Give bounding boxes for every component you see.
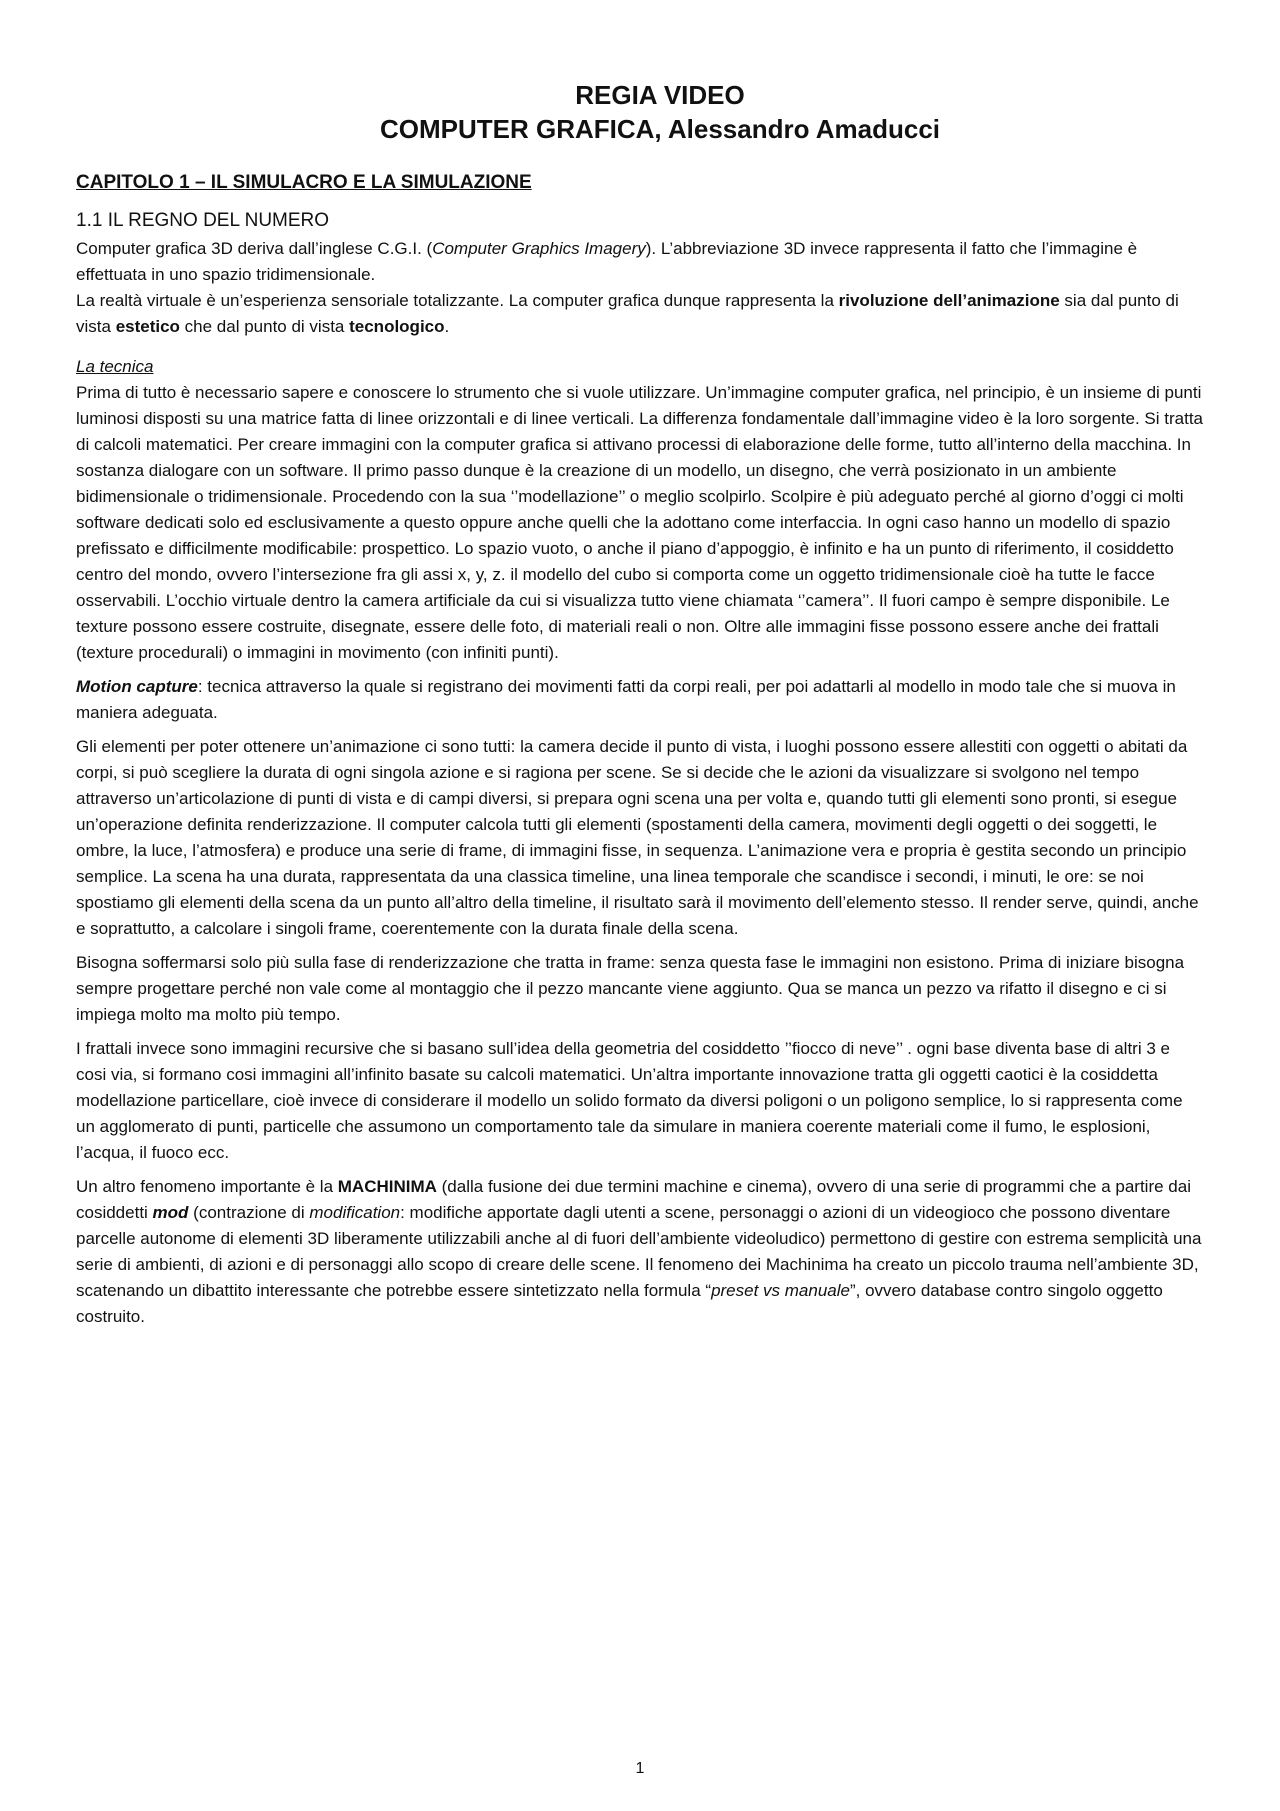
machinima-paragraph [76, 1174, 1204, 1330]
text-span: ”, ovvero database contro singolo oggetto costruito. [76, 1281, 1163, 1326]
bold-italic-term: mod [152, 1203, 189, 1222]
title-line-2: COMPUTER GRAFICA, Alessandro Amaducci [379, 114, 941, 144]
italic-term: modification [309, 1203, 401, 1222]
bold-term: MACHINIMA [337, 1177, 437, 1196]
bold-term: rivoluzione dell’animazione [838, 291, 1060, 310]
tecnica-paragraph: Prima di tutto è necessario sapere e conoscere lo strumento che si vuole utilizzare. Un’immagine computer grafica, nel principio, è un insieme di punti luminosi disposti su una matrice fatta di linee orizzontali e di linee verticali. La differenza fondamentale dall’immagine video è la loro sorgente. Si tratta di calcoli matematici. Per creare immagini con la computer grafica si attivano processi di elaborazione delle forme, tutto all’interno della macchina. In sostanza dialogare con un software. Il primo passo dunque è la creazione di un modello, un disegno, che verrà posizionato in un ambiente bidimensionale o tridimensionale. Procedendo con la sua ‘’modellazione’’ o meglio scolpirlo. Scolpire è più adeguato perché al giorno d’oggi ci molti software dedicati solo ed esclusivamente a questo oppure anche quelli che la adottano come interfaccia. In ogni caso hanno un modello di spazio prefissato e difficilmente modificabile: prospettico. Lo spazio vuoto, o anche il piano d’appoggio, è infinito e ha un punto di riferimento, il cosiddetto centro del mondo, ovvero l’intersezione fra gli assi x, y, z. il modello del cubo si comporta come un oggetto tridimensionale cioè ha tutte le facce osservabili. L’occhio virtuale dentro la camera artificiale da cui si visualizza tutto viene chiamata ‘’camera’’. Il fuori campo è sempre disponibile. Le texture possono essere costruite, disegnate, essere delle foto, di materiali reali o non. Oltre alle immagini fisse possono essere anche dei frattali (texture procedurali) o immagini in movimento (con infiniti punti). [76, 383, 1204, 662]
bold-italic-term: Motion capture [76, 677, 198, 696]
text-span: Computer grafica 3D deriva dall’inglese C.G.I. ( [76, 239, 433, 258]
motion-capture-paragraph [76, 674, 1204, 726]
document-title [76, 78, 1204, 146]
section-heading: 1.1 IL REGNO DEL NUMERO [76, 210, 330, 231]
frattali-paragraph: I frattali invece sono immagini recursive che si basano sull’idea della geometria del cosiddetto ’’fiocco di neve’’ . ogni base diventa base di altri 3 e cosi via, si formano cosi immagini all’infinito basate su calcoli matematici. Un’altra importante innovazione tratta gli oggetti caotici è la cosiddetta modellazione particellare, cioè invece di considerare il modello un solido formato da diversi poligoni o un poligono semplice, lo si rappresenta come un agglomerato di punti, particelle che assumono un comportamento tale da simulare in maniera coerente materiali come il fumo, le esplosioni, l’acqua, il fuoco ecc. [76, 1039, 1183, 1162]
chapter-heading: CAPITOLO 1 – IL SIMULACRO E LA SIMULAZIONE [76, 172, 532, 193]
document-page [76, 78, 1204, 1330]
text-span: (dalla fusione dei due termini machine e cinema), ovvero di una serie di programmi che a partire dai cosiddetti [76, 1177, 1191, 1222]
bold-term: tecnologico [349, 317, 445, 336]
italic-term: Computer Graphics Imagery [432, 239, 646, 258]
text-span: : modifiche apportate dagli utenti a scene, personaggi o azioni di un videogioco che possono diventare parcelle autonome di elementi 3D liberamente utilizzabili anche al di fuori dell’ambiente videoludico) permettono di gestire con estrema semplicità una serie di ambienti, di azioni e di personaggi allo scopo di creare delle scene. Il fenomeno dei Machinima ha creato un piccolo trauma nell’ambiente 3D, scatenando un dibattito interessante che potrebbe essere sintetizzato nella formula “ [76, 1203, 1202, 1300]
italic-term: preset vs manuale [711, 1281, 850, 1300]
text-span: Un altro fenomeno importante è la [76, 1177, 338, 1196]
text-span: sia dal punto di vista [76, 291, 1179, 336]
text-span: . [444, 317, 450, 336]
title-line-1: REGIA VIDEO [575, 80, 745, 110]
page-number: 1 [635, 1760, 645, 1777]
text-span: che dal punto di vista [179, 317, 350, 336]
text-span: ). L’abbreviazione 3D invece rappresenta il fatto che l’immagine è effettuata in uno spazio tridimensionale. [76, 239, 1138, 284]
bisogna-paragraph: Bisogna soffermarsi solo più sulla fase di renderizzazione che tratta in frame: senza questa fase le immagini non esistono. Prima di iniziare bisogna sempre progettare perché non vale come al montaggio che il pezzo mancante viene aggiunto. Qua se manca un pezzo va rifatto il disegno e ci si impiega molto ma molto più tempo. [76, 953, 1185, 1024]
text-span: La realtà virtuale è un’esperienza sensoriale totalizzante. La computer grafica dunque rappresenta la [76, 291, 839, 310]
intro-paragraph-2 [76, 288, 1204, 340]
text-span: : tecnica attraverso la quale si registrano dei movimenti fatti da corpi reali, per poi adattarli al modello in modo tale che si muova in maniera adeguata. [76, 677, 1176, 722]
intro-paragraph-1 [76, 236, 1204, 288]
elementi-paragraph: Gli elementi per poter ottenere un’animazione ci sono tutti: la camera decide il punto di vista, i luoghi possono essere allestiti con oggetti o abitati da corpi, si può scegliere la durata di ogni singola azione e si ragiona per scene. Se si decide che le azioni da visualizzare si svolgono nel tempo attraverso un’articolazione di punti di vista e di campi diversi, si prepara ogni scena una per volta e, quando tutti gli elementi sono pronti, si esegue un’operazione definita renderizzazione. Il computer calcola tutti gli elementi (spostamenti della camera, movimenti degli oggetti o dei soggetti, le ombre, la luce, l’atmosfera) e produce una serie di frame, di immagini fisse, in sequenza. L’animazione vera e propria è gestita secondo un principio semplice. La scena ha una durata, rappresentata da una classica timeline, una linea temporale che scandisce i secondi, i minuti, le ore: se noi spostiamo gli elementi della scena da un punto all’altro della timeline, il risultato sarà il movimento dell’elemento stesso. Il render serve, quindi, anche e soprattutto, a calcolare i singoli frame, coerentemente con la durata finale della scena. [76, 737, 1199, 938]
bold-term: estetico [115, 317, 180, 336]
text-span: (contrazione di [188, 1203, 310, 1222]
subheading-tecnica: La tecnica [76, 357, 154, 376]
